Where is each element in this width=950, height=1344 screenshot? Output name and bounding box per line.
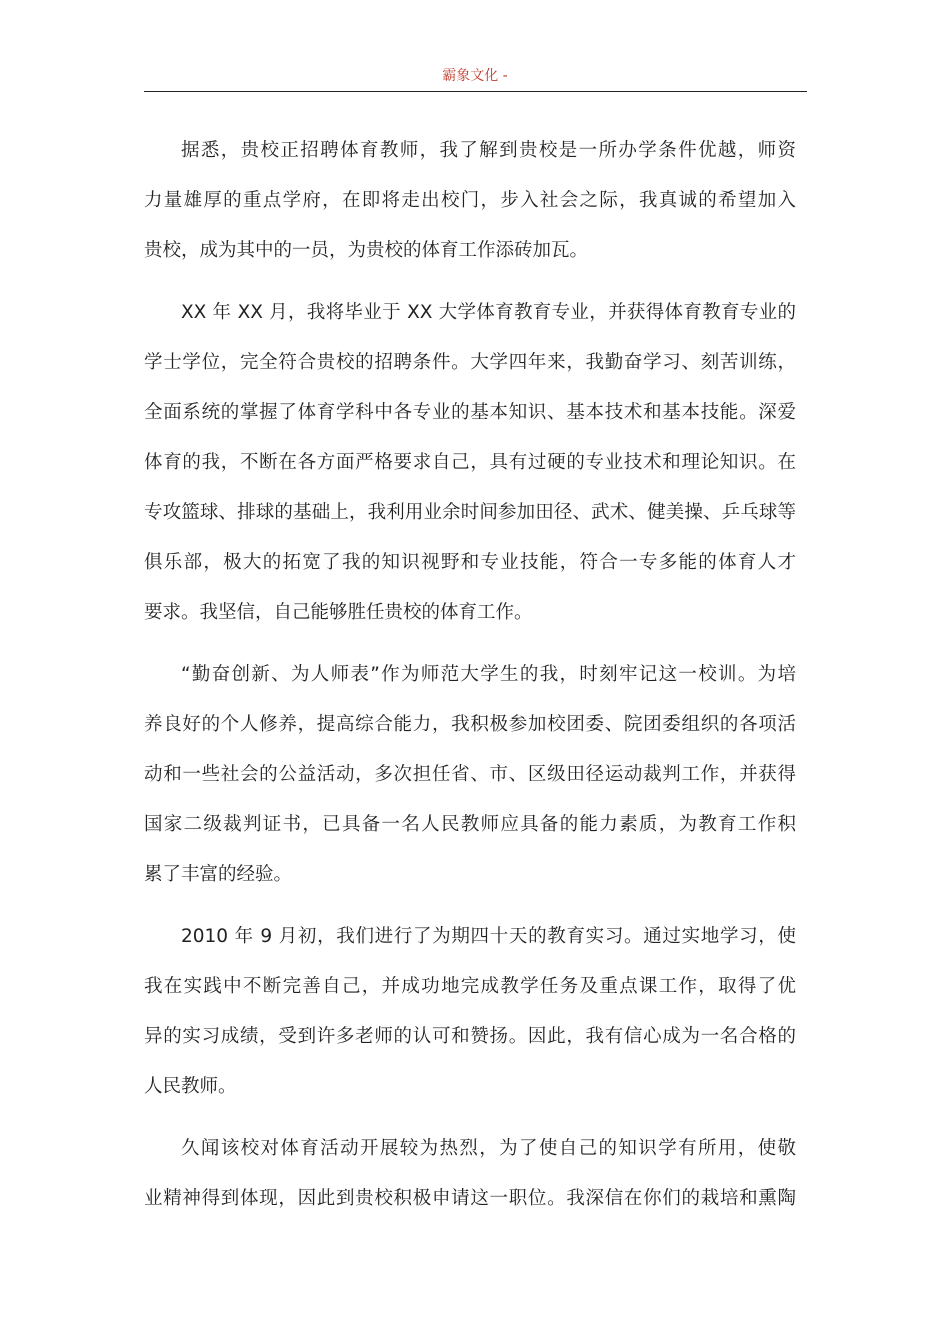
paragraph-line: 据悉，贵校正招聘体育教师，我了解到贵校是一所办学条件优越，师资 bbox=[181, 140, 796, 161]
paragraph-line: 贵校，成为其中的一员，为贵校的体育工作添砖加瓦。 bbox=[144, 240, 589, 261]
paragraph-2 bbox=[144, 288, 796, 638]
paragraph-line: 专攻篮球、排球的基础上，我利用业余时间参加田径、武术、健美操、乒乓球等 bbox=[144, 502, 796, 523]
document-body bbox=[144, 126, 796, 1236]
paragraph-line: 体育的我，不断在各方面严格要求自己，具有过硬的专业技术和理论知识。在 bbox=[144, 452, 796, 473]
paragraph-line: 人民教师。 bbox=[144, 1076, 237, 1097]
paragraph-4 bbox=[144, 912, 796, 1112]
paragraph-1 bbox=[144, 126, 796, 276]
paragraph-line: 要求。我坚信，自己能够胜任贵校的体育工作。 bbox=[144, 602, 533, 623]
paragraph-line: 养良好的个人修养，提高综合能力，我积极参加校团委、院团委组织的各项活 bbox=[144, 714, 796, 735]
paragraph-line: 动和一些社会的公益活动，多次担任省、市、区级田径运动裁判工作，并获得 bbox=[144, 764, 796, 785]
paragraph-line: 学士学位，完全符合贵校的招聘条件。大学四年来，我勤奋学习、刻苦训练， bbox=[144, 352, 796, 373]
paragraph-line: “勤奋创新、为人师表”作为师范大学生的我，时刻牢记这一校训。为培 bbox=[181, 664, 796, 685]
paragraph-line: 久闻该校对体育活动开展较为热烈，为了使自己的知识学有所用，使敬 bbox=[181, 1138, 796, 1159]
paragraph-line: 俱乐部，极大的拓宽了我的知识视野和专业技能，符合一专多能的体育人才 bbox=[144, 552, 796, 573]
paragraph-line: 业精神得到体现，因此到贵校积极申请这一职位。我深信在你们的栽培和熏陶 bbox=[144, 1188, 796, 1209]
paragraph-line: 全面系统的掌握了体育学科中各专业的基本知识、基本技术和基本技能。深爱 bbox=[144, 402, 796, 423]
paragraph-line: 累了丰富的经验。 bbox=[144, 864, 293, 885]
paragraph-5 bbox=[144, 1124, 796, 1224]
paragraph-line: 我在实践中不断完善自己，并成功地完成教学任务及重点课工作，取得了优 bbox=[144, 976, 796, 997]
paragraph-line: 国家二级裁判证书，已具备一名人民教师应具备的能力素质，为教育工作积 bbox=[144, 814, 796, 835]
paragraph-3 bbox=[144, 650, 796, 900]
paragraph-line: XX 年 XX 月，我将毕业于 XX 大学体育教育专业，并获得体育教育专业的 bbox=[181, 302, 796, 323]
document-header-title: 霸象文化 - bbox=[442, 68, 508, 84]
paragraph-line: 力量雄厚的重点学府，在即将走出校门，步入社会之际，我真诚的希望加入 bbox=[144, 190, 796, 211]
paragraph-line: 2010 年 9 月初，我们进行了为期四十天的教育实习。通过实地学习，使 bbox=[181, 926, 796, 947]
paragraph-line: 异的实习成绩，受到许多老师的认可和赞扬。因此，我有信心成为一名合格的 bbox=[144, 1026, 796, 1047]
header-divider bbox=[144, 91, 807, 92]
